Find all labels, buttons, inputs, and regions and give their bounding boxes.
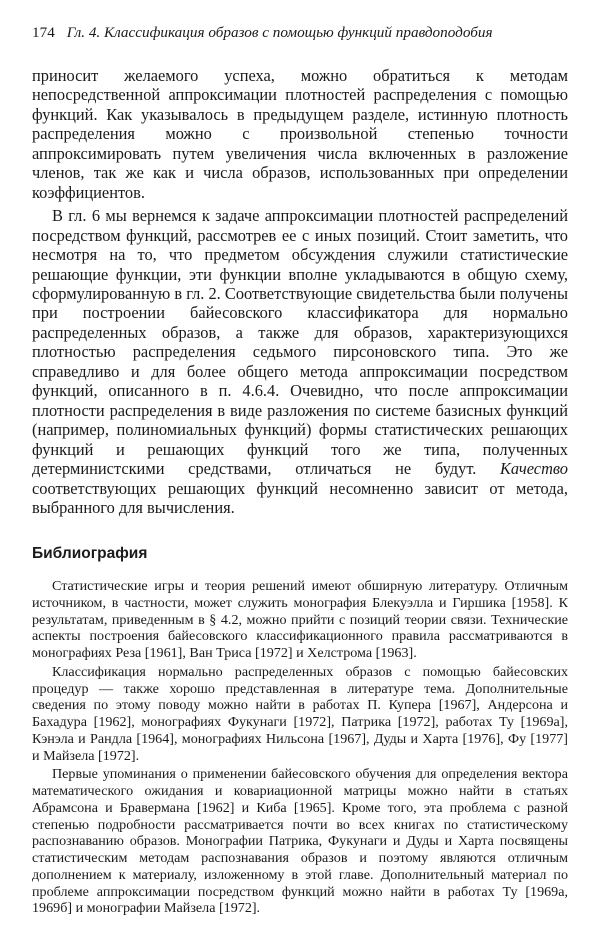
paragraph-1: приносит желаемого успеха, можно обратиться к методам непосредственной аппроксимации плотностей распределения с помощью функций. Как указывалось в предыдущем разделе, истинную плотность распределения можно с произвольной степенью точности аппроксимировать путем увеличения числа включенных в разложение членов, так же как и числа образов, использованных при определении коэффициентов.: [32, 66, 568, 202]
bibliography-heading: Библиография: [32, 545, 148, 562]
paragraph-2-part-1: В гл. 6 мы вернемся к задаче аппроксимации плотностей распределений посредством функций, рассмотрев ее с иных позиций. Стоит заметить, что несмотря на то, что предметом обсуждения служили статистические решающие функции, эти функции вполне укладываются в общую схему, сформулированную в гл. 2. Соответствующие свидетельства были получены при построении байесовского классификатора для нормально распределенных образов, а также для образов, характеризующихся плотностью распределения седьмого пирсоновского типа. Это же справедливо и для более общего метода аппроксимации посредством функций, описанного в п. 4.6.4. Очевидно, что после аппроксимации плотности распределения в виде разложения по системе базисных функций (например, полиномиальных функций) формы статистических решающих функций и решающих функций того же типа, полученных детерминистскими средствами, отличаться не будут.: [32, 206, 568, 479]
bibliography-paragraph: Классификация нормально распределенных образов с помощью байесовских процедур — также хорошо представленная в литературе тема. Дополнительные сведения по этому поводу можно найти в работах П. Купера [1967], Андерсона и Бахадура [1962], монографиях Фукунаги [1972], Патрика [1972], работах Ту [1969а], Кэнэла и Рандла [1964], монографиях Нильсона [1967], Дуды и Харта [1976], Фу [1977] и Майзела [1972].: [32, 663, 568, 764]
paragraph-2-part-2: соответствующих решающих функций несомненно зависит от метода, выбранного для вычисления.: [32, 478, 568, 517]
bibliography-text: [32, 578, 568, 917]
running-header: [32, 24, 568, 42]
page-number: 174: [32, 24, 55, 41]
running-title: Гл. 4. Классификация образов с помощью функций правдоподобия: [66, 24, 493, 41]
main-text: [32, 66, 568, 517]
bibliography-paragraph: Статистические игры и теория решений имеют обширную литературу. Отличным источником, в частности, может служить монография Блекуэлла и Гиршика [1958]. К результатам, приведенным в § 4.2, можно прийти с позиций теории связи. Технические аспекты построения байесовского классификационного правила рассматриваются в монографиях Реза [1961], Ван Триса [1972] и Хелстрома [1963].: [32, 578, 568, 661]
emphasized-word: Качество: [500, 459, 568, 479]
bibliography-paragraph: Первые упоминания о применении байесовского обучения для определения вектора математического ожидания и ковариационной матрицы можно найти в статьях Абрамсона и Бравермана [1962] и Киба [1965]. Кроме того, эта проблема с разной степенью подробности рассматривается почти во всех книгах по статистическому распознаванию образов. Монографии Патрика, Фукунаги и Дуды и Харта посвящены статистическим методам распознавания образов и поэтому являются отличным дополнением к материалу, изложенному в этой главе. Дополнительный материал по проблеме аппроксимации посредством функций можно найти в работах Ту [1969а, 1969б] и монографии Майзела [1972].: [32, 766, 568, 917]
paragraph-2: [32, 206, 568, 517]
